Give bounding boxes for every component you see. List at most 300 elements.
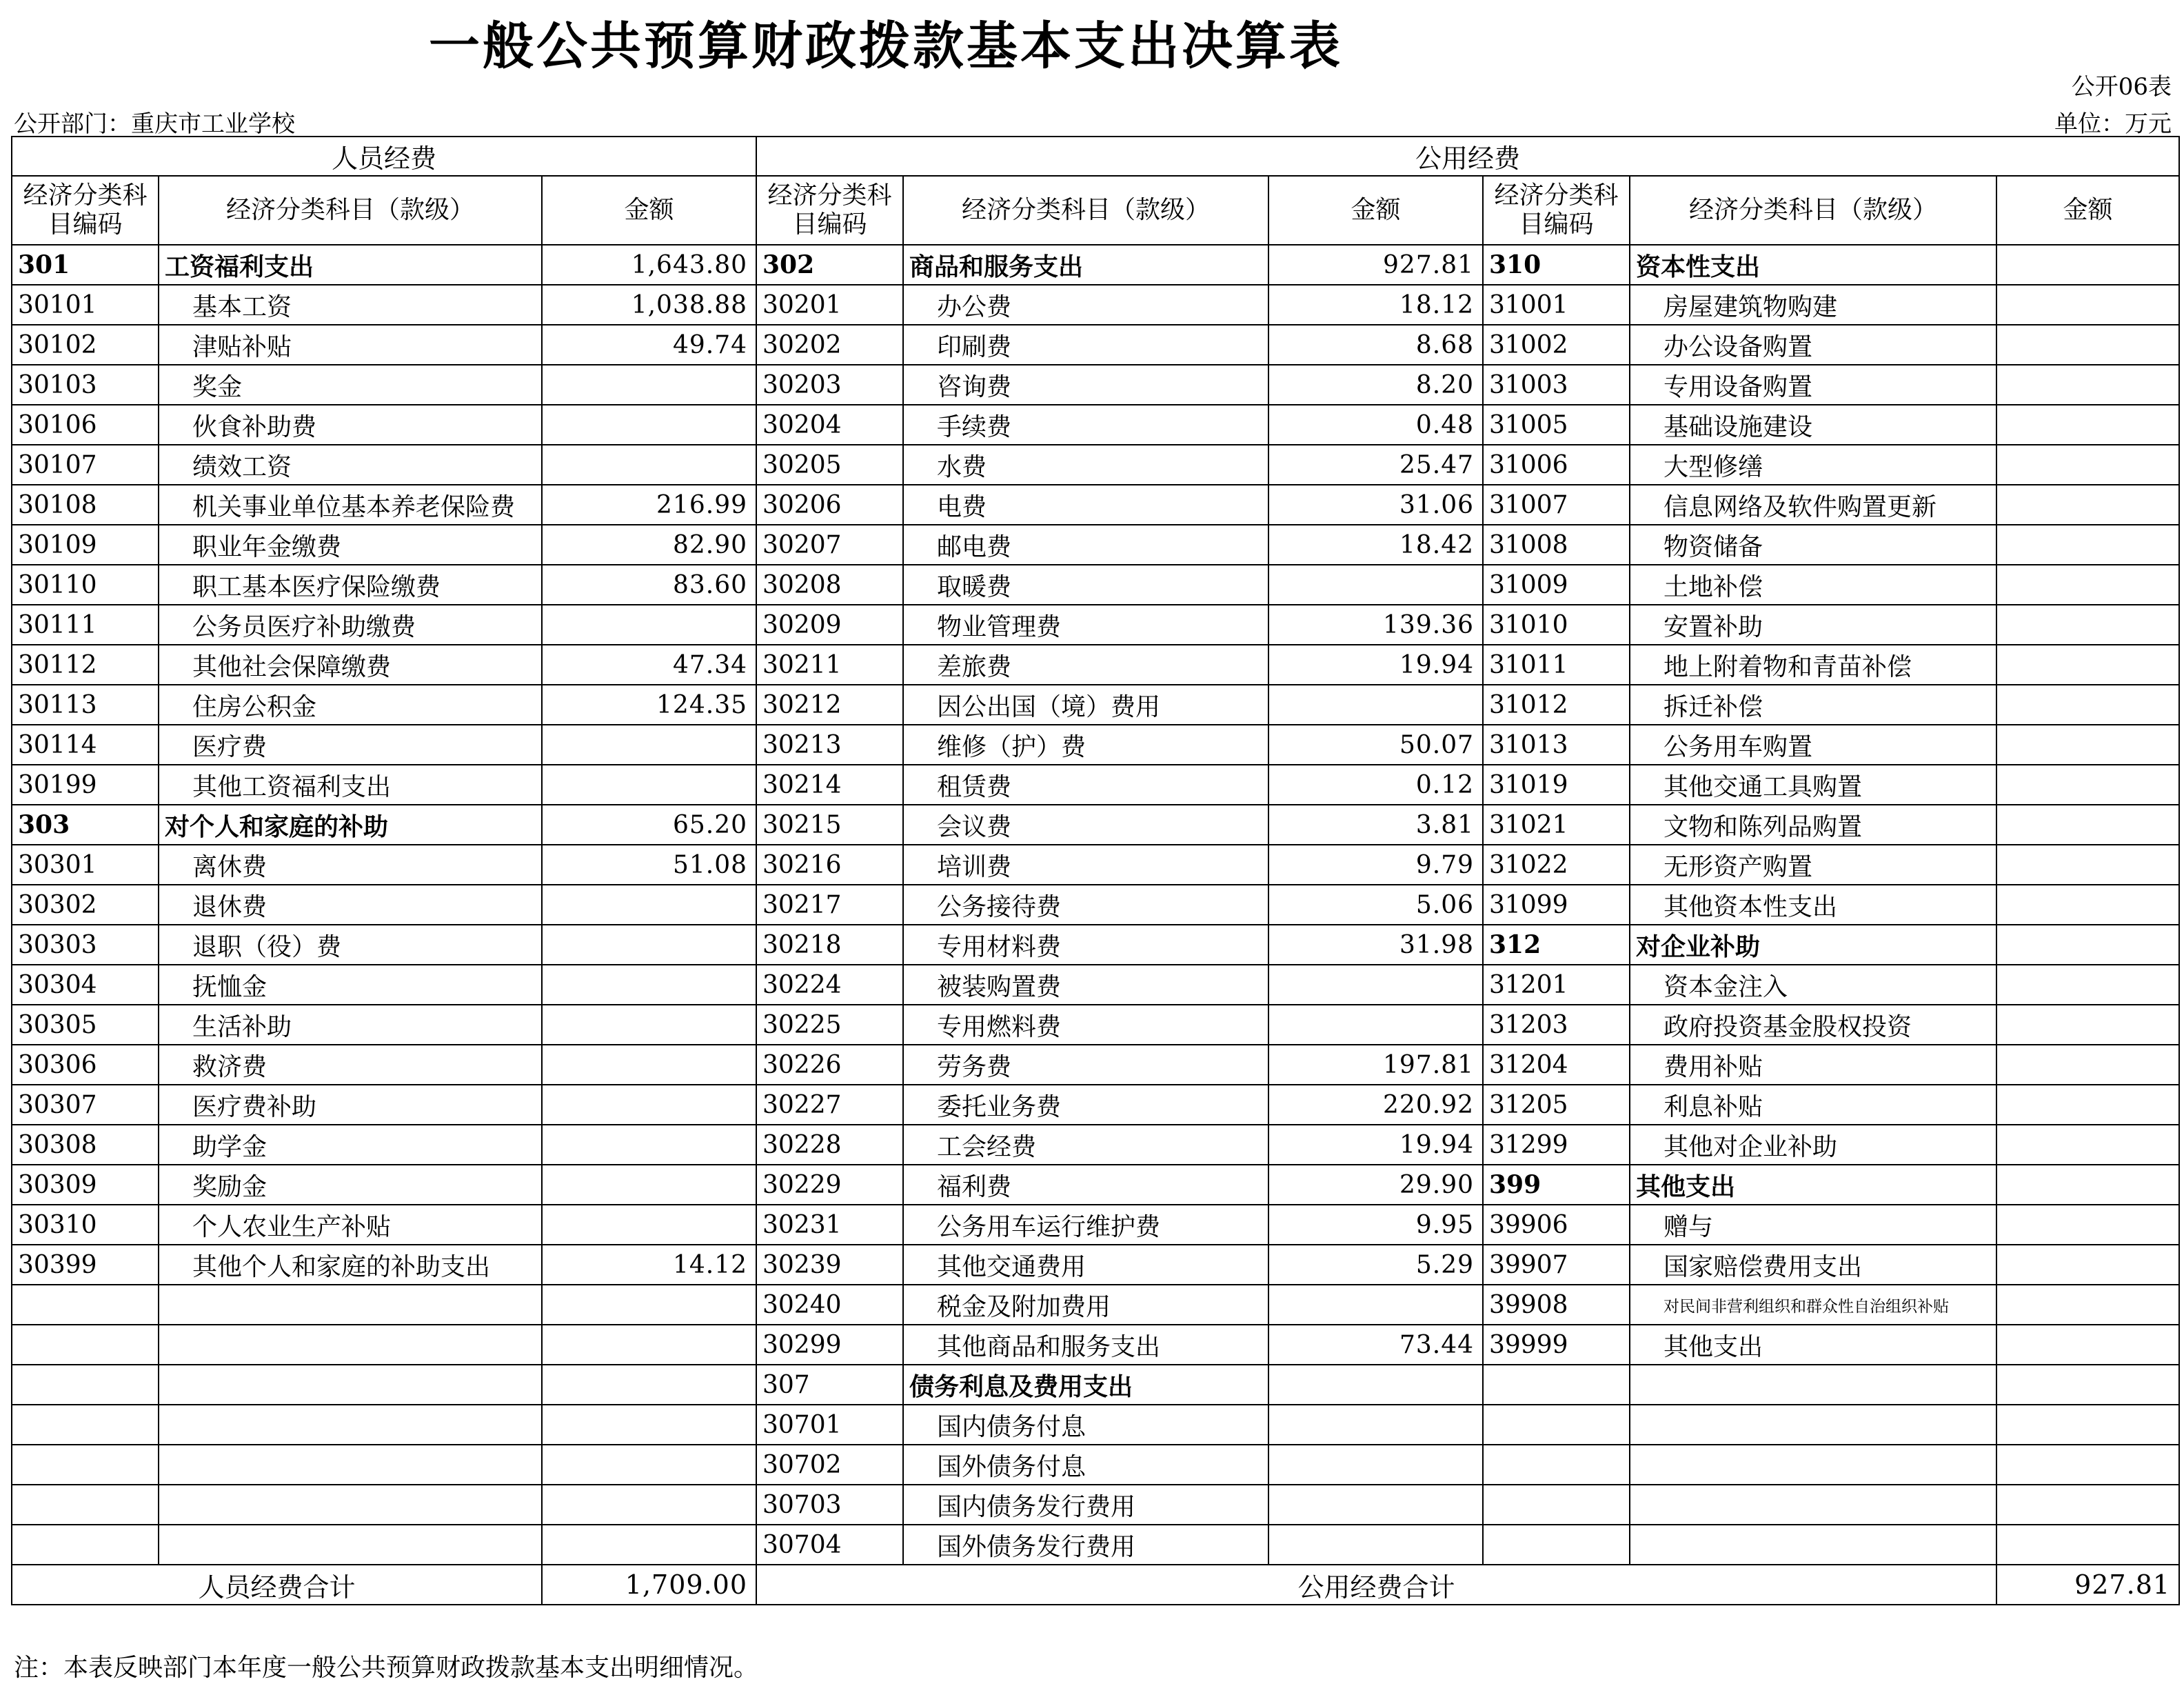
amount-cell: 3.81: [1268, 805, 1483, 845]
amount-cell: [542, 1485, 756, 1525]
name-cell: 救济费: [159, 1045, 542, 1085]
table-row: [12, 1045, 2179, 1085]
table-row: [12, 1485, 2179, 1525]
table-row: [12, 285, 2179, 325]
code-cell: [1483, 1445, 1630, 1485]
code-cell: 30102: [12, 325, 159, 365]
name-cell: 地上附着物和青苗补偿: [1630, 645, 1996, 685]
amount-cell: 220.92: [1268, 1085, 1483, 1125]
code-cell: 30204: [756, 405, 903, 445]
name-cell: 对民间非营利组织和群众性自治组织补贴: [1630, 1285, 1996, 1325]
code-cell: 30308: [12, 1125, 159, 1165]
amount-cell: 31.06: [1268, 485, 1483, 525]
name-cell: [159, 1325, 542, 1365]
table-row: [12, 245, 2179, 285]
group-header-personnel: 人员经费: [12, 137, 756, 176]
code-cell: 30240: [756, 1285, 903, 1325]
amount-cell: [1996, 645, 2179, 685]
code-cell: 30310: [12, 1205, 159, 1245]
amount-cell: [542, 1525, 756, 1565]
amount-cell: [1996, 1005, 2179, 1045]
amount-cell: 14.12: [542, 1245, 756, 1285]
name-cell: 对个人和家庭的补助: [159, 805, 542, 845]
code-cell: 30108: [12, 485, 159, 525]
code-cell: 307: [756, 1365, 903, 1405]
code-cell: 31099: [1483, 885, 1630, 925]
code-cell: 30226: [756, 1045, 903, 1085]
amount-cell: [1996, 365, 2179, 405]
header-amount: 金额: [1268, 176, 1483, 245]
amount-cell: 83.60: [542, 565, 756, 605]
code-cell: 30304: [12, 965, 159, 1005]
table-row: [12, 405, 2179, 445]
amount-cell: [1996, 725, 2179, 765]
amount-cell: 18.12: [1268, 285, 1483, 325]
table-row: [12, 1285, 2179, 1325]
code-cell: 31019: [1483, 765, 1630, 805]
code-cell: [1483, 1525, 1630, 1565]
amount-cell: [1996, 525, 2179, 565]
amount-cell: [542, 725, 756, 765]
name-cell: 维修（护）费: [903, 725, 1268, 765]
name-cell: [1630, 1485, 1996, 1525]
name-cell: 机关事业单位基本养老保险费: [159, 485, 542, 525]
amount-cell: [1996, 1125, 2179, 1165]
code-cell: 31001: [1483, 285, 1630, 325]
name-cell: [1630, 1445, 1996, 1485]
amount-cell: [542, 1165, 756, 1205]
name-cell: 其他个人和家庭的补助支出: [159, 1245, 542, 1285]
amount-cell: 9.79: [1268, 845, 1483, 885]
name-cell: [159, 1485, 542, 1525]
header-amount: 金额: [1996, 176, 2179, 245]
amount-cell: 19.94: [1268, 1125, 1483, 1165]
amount-cell: [1268, 1405, 1483, 1445]
code-cell: [12, 1285, 159, 1325]
amount-cell: 18.42: [1268, 525, 1483, 565]
code-cell: 31011: [1483, 645, 1630, 685]
amount-cell: [1996, 1285, 2179, 1325]
amount-cell: [542, 1085, 756, 1125]
name-cell: 奖金: [159, 365, 542, 405]
amount-cell: [1996, 1085, 2179, 1125]
name-cell: 债务利息及费用支出: [903, 1365, 1268, 1405]
amount-cell: [1268, 565, 1483, 605]
name-cell: 政府投资基金股权投资: [1630, 1005, 1996, 1045]
code-cell: 30305: [12, 1005, 159, 1045]
name-cell: 无形资产购置: [1630, 845, 1996, 885]
amount-cell: [542, 445, 756, 485]
code-cell: 39999: [1483, 1325, 1630, 1365]
name-cell: 其他支出: [1630, 1165, 1996, 1205]
name-cell: 国家赔偿费用支出: [1630, 1245, 1996, 1285]
name-cell: 国外债务发行费用: [903, 1525, 1268, 1565]
code-cell: 31021: [1483, 805, 1630, 845]
header-amount: 金额: [542, 176, 756, 245]
amount-cell: [1996, 1485, 2179, 1525]
name-cell: [159, 1405, 542, 1445]
code-cell: 31006: [1483, 445, 1630, 485]
header-code: 经济分类科目编码: [1483, 176, 1630, 245]
code-cell: 31201: [1483, 965, 1630, 1005]
amount-cell: [542, 365, 756, 405]
code-cell: 30306: [12, 1045, 159, 1085]
amount-cell: 51.08: [542, 845, 756, 885]
table-row: [12, 765, 2179, 805]
name-cell: 基础设施建设: [1630, 405, 1996, 445]
code-cell: 30231: [756, 1205, 903, 1245]
name-cell: 国内债务发行费用: [903, 1485, 1268, 1525]
header-name: 经济分类科目（款级）: [1630, 176, 1996, 245]
total-label-personnel: 人员经费合计: [12, 1565, 542, 1605]
code-cell: 30202: [756, 325, 903, 365]
table-row: [12, 1005, 2179, 1045]
amount-cell: [1996, 885, 2179, 925]
code-cell: 30229: [756, 1165, 903, 1205]
name-cell: 绩效工资: [159, 445, 542, 485]
name-cell: 物资储备: [1630, 525, 1996, 565]
amount-cell: 124.35: [542, 685, 756, 725]
amount-cell: [542, 925, 756, 965]
code-cell: 30112: [12, 645, 159, 685]
code-cell: 30113: [12, 685, 159, 725]
code-cell: 30199: [12, 765, 159, 805]
name-cell: [159, 1445, 542, 1485]
amount-cell: [1996, 605, 2179, 645]
name-cell: 公务用车运行维护费: [903, 1205, 1268, 1245]
amount-cell: [1996, 1205, 2179, 1245]
code-cell: 30215: [756, 805, 903, 845]
code-cell: [12, 1445, 159, 1485]
name-cell: 信息网络及软件购置更新: [1630, 485, 1996, 525]
code-cell: 30703: [756, 1485, 903, 1525]
amount-cell: [1268, 685, 1483, 725]
amount-cell: [1996, 565, 2179, 605]
name-cell: 大型修缮: [1630, 445, 1996, 485]
name-cell: 会议费: [903, 805, 1268, 845]
amount-cell: [542, 1045, 756, 1085]
name-cell: 抚恤金: [159, 965, 542, 1005]
amount-cell: [1268, 1005, 1483, 1045]
name-cell: 电费: [903, 485, 1268, 525]
code-cell: 30239: [756, 1245, 903, 1285]
name-cell: 工会经费: [903, 1125, 1268, 1165]
name-cell: [159, 1525, 542, 1565]
code-cell: 310: [1483, 245, 1630, 285]
amount-cell: 25.47: [1268, 445, 1483, 485]
table-row: [12, 1525, 2179, 1565]
name-cell: 其他交通费用: [903, 1245, 1268, 1285]
amount-cell: [1996, 1525, 2179, 1565]
amount-cell: 9.95: [1268, 1205, 1483, 1245]
amount-cell: 65.20: [542, 805, 756, 845]
name-cell: 因公出国（境）费用: [903, 685, 1268, 725]
amount-cell: [1996, 1405, 2179, 1445]
code-cell: [12, 1525, 159, 1565]
code-cell: 31002: [1483, 325, 1630, 365]
name-cell: 赠与: [1630, 1205, 1996, 1245]
name-cell: [1630, 1405, 1996, 1445]
name-cell: 手续费: [903, 405, 1268, 445]
name-cell: 资本金注入: [1630, 965, 1996, 1005]
amount-cell: [1268, 965, 1483, 1005]
code-cell: 30209: [756, 605, 903, 645]
name-cell: 水费: [903, 445, 1268, 485]
amount-cell: [542, 405, 756, 445]
amount-cell: [1268, 1365, 1483, 1405]
code-cell: [1483, 1485, 1630, 1525]
amount-cell: [542, 1285, 756, 1325]
code-cell: 31007: [1483, 485, 1630, 525]
amount-cell: [1996, 1045, 2179, 1085]
amount-cell: [1996, 765, 2179, 805]
name-cell: 奖励金: [159, 1165, 542, 1205]
group-header-public: 公用经费: [756, 137, 2179, 176]
amount-cell: [542, 1005, 756, 1045]
amount-cell: [1996, 1365, 2179, 1405]
amount-cell: 8.68: [1268, 325, 1483, 365]
name-cell: 办公费: [903, 285, 1268, 325]
amount-cell: 82.90: [542, 525, 756, 565]
code-cell: 30301: [12, 845, 159, 885]
name-cell: 助学金: [159, 1125, 542, 1165]
name-cell: 对企业补助: [1630, 925, 1996, 965]
table-row: [12, 925, 2179, 965]
code-cell: 302: [756, 245, 903, 285]
code-cell: 39906: [1483, 1205, 1630, 1245]
table-row: [12, 1365, 2179, 1405]
table-row: [12, 685, 2179, 725]
code-cell: [12, 1405, 159, 1445]
name-cell: 文物和陈列品购置: [1630, 805, 1996, 845]
department-label: 公开部门：重庆市工业学校: [14, 110, 295, 138]
amount-cell: [1996, 285, 2179, 325]
name-cell: 税金及附加费用: [903, 1285, 1268, 1325]
code-cell: 39908: [1483, 1285, 1630, 1325]
name-cell: 安置补助: [1630, 605, 1996, 645]
footnote: 注：本表反映部门本年度一般公共预算财政拨款基本支出明细情况。: [14, 1654, 759, 1682]
amount-cell: [542, 1125, 756, 1165]
name-cell: 拆迁补偿: [1630, 685, 1996, 725]
amount-cell: [1268, 1445, 1483, 1485]
code-cell: 30704: [756, 1525, 903, 1565]
code-cell: 31204: [1483, 1045, 1630, 1085]
name-cell: 津贴补贴: [159, 325, 542, 365]
name-cell: 国内债务付息: [903, 1405, 1268, 1445]
code-cell: 31003: [1483, 365, 1630, 405]
name-cell: [159, 1285, 542, 1325]
table-row: [12, 1165, 2179, 1205]
amount-cell: 5.29: [1268, 1245, 1483, 1285]
code-cell: 30208: [756, 565, 903, 605]
code-cell: 31299: [1483, 1125, 1630, 1165]
table-row: [12, 885, 2179, 925]
name-cell: 培训费: [903, 845, 1268, 885]
code-cell: 312: [1483, 925, 1630, 965]
amount-cell: 31.98: [1268, 925, 1483, 965]
amount-cell: [1996, 1445, 2179, 1485]
table-row: [12, 365, 2179, 405]
table-row: [12, 725, 2179, 765]
code-cell: 30205: [756, 445, 903, 485]
code-cell: [1483, 1365, 1630, 1405]
code-cell: 30225: [756, 1005, 903, 1045]
amount-cell: 8.20: [1268, 365, 1483, 405]
amount-cell: 0.12: [1268, 765, 1483, 805]
code-cell: 31205: [1483, 1085, 1630, 1125]
table-row: [12, 325, 2179, 365]
name-cell: 专用材料费: [903, 925, 1268, 965]
amount-cell: [1996, 685, 2179, 725]
name-cell: [1630, 1525, 1996, 1565]
name-cell: 生活补助: [159, 1005, 542, 1045]
name-cell: 公务员医疗补助缴费: [159, 605, 542, 645]
amount-cell: [1996, 845, 2179, 885]
page-title: 一般公共预算财政拨款基本支出决算表: [429, 17, 1343, 76]
code-cell: 30203: [756, 365, 903, 405]
amount-cell: [542, 965, 756, 1005]
name-cell: 劳务费: [903, 1045, 1268, 1085]
amount-cell: 50.07: [1268, 725, 1483, 765]
table-row: [12, 525, 2179, 565]
table-row: [12, 445, 2179, 485]
code-cell: 31012: [1483, 685, 1630, 725]
code-cell: 30106: [12, 405, 159, 445]
code-cell: 31010: [1483, 605, 1630, 645]
name-cell: 物业管理费: [903, 605, 1268, 645]
code-cell: 30702: [756, 1445, 903, 1485]
name-cell: 商品和服务支出: [903, 245, 1268, 285]
name-cell: 取暖费: [903, 565, 1268, 605]
amount-cell: 139.36: [1268, 605, 1483, 645]
total-amount-personnel: 1,709.00: [542, 1565, 756, 1605]
amount-cell: [542, 765, 756, 805]
amount-cell: [542, 1445, 756, 1485]
code-cell: 30212: [756, 685, 903, 725]
amount-cell: [1996, 805, 2179, 845]
code-cell: 301: [12, 245, 159, 285]
amount-cell: [1996, 445, 2179, 485]
table-row: [12, 605, 2179, 645]
name-cell: 资本性支出: [1630, 245, 1996, 285]
amount-cell: 49.74: [542, 325, 756, 365]
amount-cell: [1268, 1285, 1483, 1325]
code-cell: 30201: [756, 285, 903, 325]
amount-cell: [1996, 245, 2179, 285]
amount-cell: [542, 1325, 756, 1365]
code-cell: 30228: [756, 1125, 903, 1165]
name-cell: 利息补贴: [1630, 1085, 1996, 1125]
name-cell: 房屋建筑物购建: [1630, 285, 1996, 325]
code-cell: 30101: [12, 285, 159, 325]
code-cell: 30110: [12, 565, 159, 605]
code-cell: 30309: [12, 1165, 159, 1205]
table-row: [12, 965, 2179, 1005]
table-row: [12, 805, 2179, 845]
code-cell: 30307: [12, 1085, 159, 1125]
name-cell: 专用燃料费: [903, 1005, 1268, 1045]
name-cell: 个人农业生产补贴: [159, 1205, 542, 1245]
header-name: 经济分类科目（款级）: [903, 176, 1268, 245]
total-amount-public: 927.81: [1996, 1565, 2179, 1605]
amount-cell: [1996, 325, 2179, 365]
amount-cell: 1,643.80: [542, 245, 756, 285]
code-cell: 303: [12, 805, 159, 845]
code-cell: 39907: [1483, 1245, 1630, 1285]
amount-cell: [542, 1205, 756, 1245]
name-cell: 公务用车购置: [1630, 725, 1996, 765]
amount-cell: 47.34: [542, 645, 756, 685]
name-cell: 印刷费: [903, 325, 1268, 365]
code-cell: 30216: [756, 845, 903, 885]
name-cell: 职工基本医疗保险缴费: [159, 565, 542, 605]
code-cell: 30107: [12, 445, 159, 485]
name-cell: 专用设备购置: [1630, 365, 1996, 405]
table-row: [12, 485, 2179, 525]
name-cell: 基本工资: [159, 285, 542, 325]
amount-cell: 5.06: [1268, 885, 1483, 925]
name-cell: 咨询费: [903, 365, 1268, 405]
name-cell: 其他交通工具购置: [1630, 765, 1996, 805]
name-cell: 住房公积金: [159, 685, 542, 725]
code-cell: [1483, 1405, 1630, 1445]
amount-cell: [542, 1365, 756, 1405]
amount-cell: 0.48: [1268, 405, 1483, 445]
table-row: [12, 565, 2179, 605]
name-cell: 其他社会保障缴费: [159, 645, 542, 685]
name-cell: [1630, 1365, 1996, 1405]
name-cell: 办公设备购置: [1630, 325, 1996, 365]
amount-cell: [1268, 1525, 1483, 1565]
name-cell: 工资福利支出: [159, 245, 542, 285]
amount-cell: 1,038.88: [542, 285, 756, 325]
amount-cell: 73.44: [1268, 1325, 1483, 1365]
name-cell: 委托业务费: [903, 1085, 1268, 1125]
amount-cell: [1996, 1245, 2179, 1285]
code-cell: 30103: [12, 365, 159, 405]
code-cell: 30211: [756, 645, 903, 685]
code-cell: 31009: [1483, 565, 1630, 605]
code-cell: [12, 1485, 159, 1525]
code-cell: 31013: [1483, 725, 1630, 765]
table-row: [12, 1085, 2179, 1125]
name-cell: 其他对企业补助: [1630, 1125, 1996, 1165]
name-cell: 其他支出: [1630, 1325, 1996, 1365]
name-cell: 伙食补助费: [159, 405, 542, 445]
code-cell: [12, 1325, 159, 1365]
amount-cell: [1268, 1485, 1483, 1525]
unit-label: 单位：万元: [2054, 110, 2172, 138]
name-cell: 被装购置费: [903, 965, 1268, 1005]
code-cell: 30302: [12, 885, 159, 925]
name-cell: 医疗费补助: [159, 1085, 542, 1125]
header-code: 经济分类科目编码: [12, 176, 159, 245]
name-cell: 费用补贴: [1630, 1045, 1996, 1085]
code-cell: 31005: [1483, 405, 1630, 445]
amount-cell: [1996, 925, 2179, 965]
header-code: 经济分类科目编码: [756, 176, 903, 245]
name-cell: 其他商品和服务支出: [903, 1325, 1268, 1365]
expenditure-table: [11, 136, 2180, 1605]
code-cell: 31203: [1483, 1005, 1630, 1045]
form-number: 公开06表: [2071, 73, 2172, 101]
code-cell: 30399: [12, 1245, 159, 1285]
code-cell: 31008: [1483, 525, 1630, 565]
header-name: 经济分类科目（款级）: [159, 176, 542, 245]
amount-cell: [1996, 965, 2179, 1005]
code-cell: 30224: [756, 965, 903, 1005]
table-row: [12, 1325, 2179, 1365]
